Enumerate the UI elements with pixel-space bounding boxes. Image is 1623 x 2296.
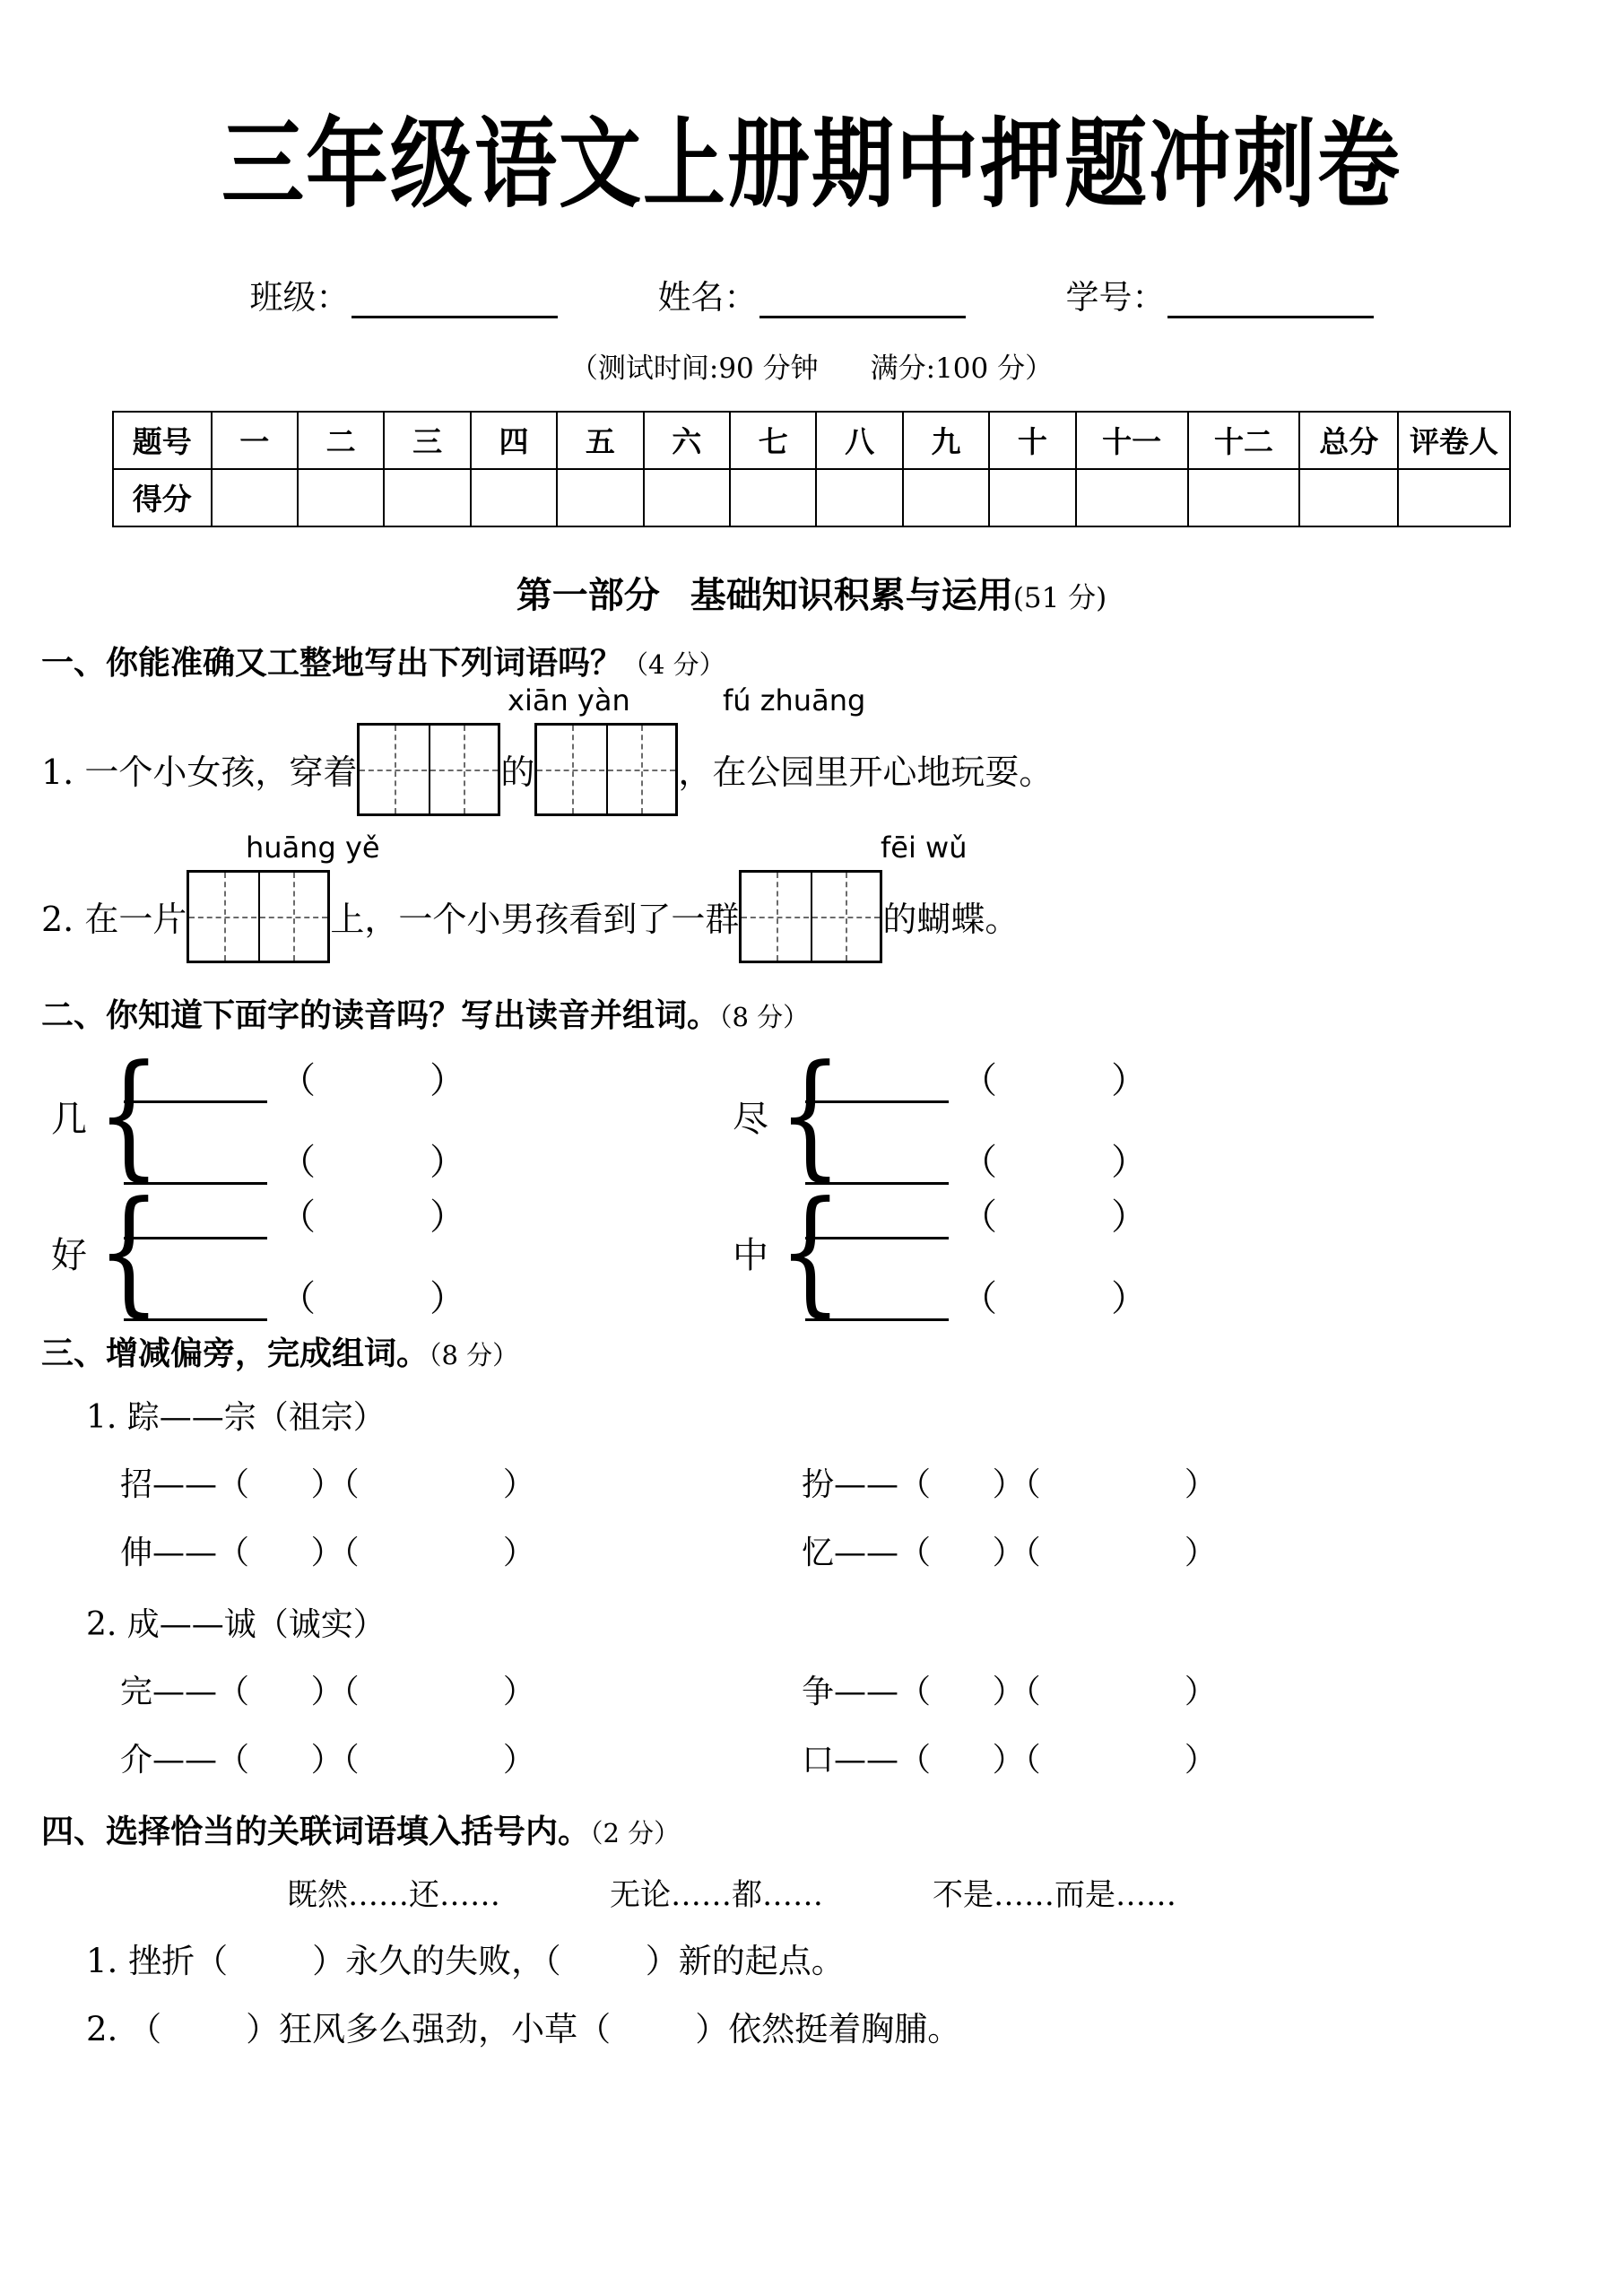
conjunction-option-1[interactable]: 既然……还…… xyxy=(287,1876,500,1913)
part-one-label: 第一部分 xyxy=(516,574,660,616)
class-blank[interactable] xyxy=(352,285,558,318)
question-1-points: （4 分） xyxy=(622,648,725,680)
score-cell-total[interactable] xyxy=(1299,469,1398,526)
score-cell-7[interactable] xyxy=(730,469,816,526)
meta-duration: 测试时间:90 分钟 xyxy=(597,352,819,385)
part-one-points: (51 分) xyxy=(1012,581,1107,614)
table-row-question-numbers xyxy=(113,412,1510,469)
pinyin-xian-yan: xiān yàn xyxy=(508,683,630,718)
radical-item-ban[interactable]: 扮——（ ）（ ） xyxy=(802,1466,1217,1504)
table-row xyxy=(120,1448,1623,1517)
student-id-label: 学号： xyxy=(1065,277,1166,317)
meta-total-score: 满分:100 分 xyxy=(870,352,1026,385)
radical-item-zhao[interactable]: 招——（ ）（ ） xyxy=(120,1466,535,1504)
question-3-group-1-rows xyxy=(120,1448,1623,1585)
col-header-12: 十二 xyxy=(1188,412,1300,469)
conjunction-option-3[interactable]: 不是……而是…… xyxy=(933,1876,1176,1913)
score-cell-9[interactable] xyxy=(903,469,989,526)
col-header-10: 十 xyxy=(989,412,1075,469)
question-2-points: （8 分） xyxy=(719,1001,810,1032)
word-paren-zhong-1[interactable]: （ ） xyxy=(961,1196,1148,1238)
sentence-row-2 xyxy=(41,870,1623,963)
col-header-8: 八 xyxy=(816,412,902,469)
pinyin-row-1 xyxy=(41,683,1623,723)
polyphone-item-hao xyxy=(41,1172,723,1331)
word-paren-hao-2[interactable]: （ ） xyxy=(280,1277,466,1319)
sentence-1-seg-2: 的 xyxy=(500,752,535,793)
col-header-grader: 评卷人 xyxy=(1398,412,1510,469)
polyphone-char-zhong: 中 xyxy=(733,1235,768,1277)
polyphone-item-jin xyxy=(723,1036,1404,1195)
pinyin-fu-zhuang: fú zhuāng xyxy=(723,683,866,718)
question-3-heading xyxy=(41,1328,1623,1374)
question-2-heading xyxy=(41,990,1623,1036)
polyphone-item-ji xyxy=(41,1036,723,1195)
question-1-text: 一、你能准确又工整地写出下列词语吗？ xyxy=(41,644,623,682)
name-field xyxy=(658,270,966,318)
question-3-group-2-example: 2. 成——诚（诚实） xyxy=(86,1605,386,1643)
name-label: 姓名： xyxy=(657,277,758,317)
sentence-2-seg-3: 的蝴蝶。 xyxy=(882,900,1020,940)
question-2-text: 二、你知道下面字的读音吗？写出读音并组词。 xyxy=(41,996,720,1034)
sentence-2-seg-1: 2. 在一片 xyxy=(41,900,187,940)
score-cell-8[interactable] xyxy=(816,469,902,526)
word-paren-ji-1[interactable]: （ ） xyxy=(280,1059,466,1101)
question-3-group-2-rows xyxy=(120,1656,1623,1792)
row-label-question-no: 题号 xyxy=(113,412,212,469)
table-row-scores xyxy=(113,469,1510,526)
word-paren-ji-2[interactable]: （ ） xyxy=(280,1141,466,1183)
question-4-options xyxy=(287,1870,1623,1914)
polyphone-char-ji: 几 xyxy=(51,1099,87,1141)
sentence-row-1 xyxy=(41,723,1623,816)
meta-open-paren: （ xyxy=(569,352,598,385)
sentence-2-seg-2: 上，一个小男孩看到了一群 xyxy=(330,900,740,940)
sentence-1-seg-3: ，在公园里开心地玩耍。 xyxy=(678,752,1054,793)
polyphone-item-zhong xyxy=(723,1172,1404,1331)
question-1-item-1 xyxy=(41,683,1623,816)
score-cell-6[interactable] xyxy=(644,469,730,526)
sentence-1-seg-1: 1. 一个小女孩，穿着 xyxy=(41,752,358,793)
table-row xyxy=(120,1517,1623,1585)
question-4-sentence-1[interactable]: 1. 挫折（ ）永久的失败，（ ）新的起点。 xyxy=(86,1941,845,1980)
score-cell-10[interactable] xyxy=(989,469,1075,526)
radical-item-kou[interactable]: 口——（ ）（ ） xyxy=(802,1742,1217,1779)
pinyin-row-2 xyxy=(41,831,1623,870)
score-cell-2[interactable] xyxy=(298,469,384,526)
brace-icon: { xyxy=(778,1036,843,1195)
col-header-11: 十一 xyxy=(1076,412,1188,469)
class-field xyxy=(250,270,558,318)
tianzige-box-xianyan[interactable] xyxy=(357,723,500,816)
part-one-heading xyxy=(0,567,1623,618)
score-cell-5[interactable] xyxy=(557,469,643,526)
question-4-sentence-2[interactable]: 2. （ ）狂风多么强劲，小草（ ）依然挺着胸脯。 xyxy=(86,2009,961,2048)
name-blank[interactable] xyxy=(759,285,966,318)
question-3-group-1-example: 1. 踪——宗（祖宗） xyxy=(86,1398,386,1436)
brace-icon: { xyxy=(97,1036,161,1195)
question-3-text: 三、增减偏旁，完成组词。 xyxy=(41,1335,430,1372)
score-cell-3[interactable] xyxy=(384,469,470,526)
score-cell-12[interactable] xyxy=(1188,469,1300,526)
row-label-score: 得分 xyxy=(113,469,212,526)
polyphone-char-jin: 尽 xyxy=(733,1099,768,1141)
score-table-wrap xyxy=(0,411,1623,527)
question-1-heading xyxy=(41,638,1623,683)
question-1-item-2 xyxy=(41,831,1623,963)
question-4-heading xyxy=(41,1806,1623,1852)
score-cell-11[interactable] xyxy=(1076,469,1188,526)
question-4-text: 四、选择恰当的关联词语填入括号内。 xyxy=(41,1813,591,1850)
table-row xyxy=(120,1656,1623,1724)
brace-icon: { xyxy=(778,1172,843,1331)
word-paren-zhong-2[interactable]: （ ） xyxy=(961,1277,1148,1319)
col-header-4: 四 xyxy=(471,412,557,469)
score-table xyxy=(112,411,1511,527)
col-header-6: 六 xyxy=(644,412,730,469)
conjunction-option-2[interactable]: 无论……都…… xyxy=(610,1876,823,1913)
meta-close-paren: ） xyxy=(1025,352,1054,385)
col-header-2: 二 xyxy=(298,412,384,469)
radical-item-jie[interactable]: 介——（ ）（ ） xyxy=(120,1742,535,1779)
exam-meta-line xyxy=(0,345,1623,386)
col-header-5: 五 xyxy=(557,412,643,469)
col-header-3: 三 xyxy=(384,412,470,469)
student-id-field xyxy=(1066,270,1374,318)
pinyin-huang-ye: huāng yě xyxy=(246,830,380,865)
question-3-points: （8 分） xyxy=(429,1339,519,1370)
word-paren-jin-1[interactable]: （ ） xyxy=(961,1059,1148,1101)
score-cell-4[interactable] xyxy=(471,469,557,526)
col-header-total: 总分 xyxy=(1299,412,1398,469)
student-id-blank[interactable] xyxy=(1167,285,1374,318)
tianzige-box-feiwu[interactable] xyxy=(739,870,882,963)
score-cell-1[interactable] xyxy=(212,469,298,526)
question-4-points: （2 分） xyxy=(590,1817,681,1848)
part-one-name: 基础知识积累与运用 xyxy=(690,574,1013,616)
polyphone-row-1 xyxy=(41,1036,1623,1195)
word-paren-jin-2[interactable]: （ ） xyxy=(961,1141,1148,1183)
tianzige-box-fuzhuang[interactable] xyxy=(534,723,678,816)
radical-item-shen[interactable]: 伸——（ ）（ ） xyxy=(120,1535,535,1572)
question-2-body xyxy=(41,1036,1623,1331)
col-header-7: 七 xyxy=(730,412,816,469)
brace-icon: { xyxy=(97,1172,161,1331)
pinyin-fei-wu: fēi wǔ xyxy=(881,830,968,865)
col-header-1: 一 xyxy=(212,412,298,469)
radical-item-zheng[interactable]: 争——（ ）（ ） xyxy=(802,1674,1217,1711)
polyphone-char-hao: 好 xyxy=(51,1235,87,1277)
polyphone-row-2 xyxy=(41,1172,1623,1331)
student-identity-row xyxy=(0,270,1623,318)
score-cell-grader[interactable] xyxy=(1398,469,1510,526)
radical-item-wan[interactable]: 完——（ ）（ ） xyxy=(120,1674,535,1711)
word-paren-hao-1[interactable]: （ ） xyxy=(280,1196,466,1238)
col-header-9: 九 xyxy=(903,412,989,469)
page-title: 三年级语文上册期中押题冲刺卷 xyxy=(221,108,1402,222)
class-label: 班级： xyxy=(249,277,350,317)
tianzige-box-huangye[interactable] xyxy=(187,870,330,963)
radical-item-yi[interactable]: 忆——（ ）（ ） xyxy=(802,1535,1217,1572)
table-row xyxy=(120,1724,1623,1792)
